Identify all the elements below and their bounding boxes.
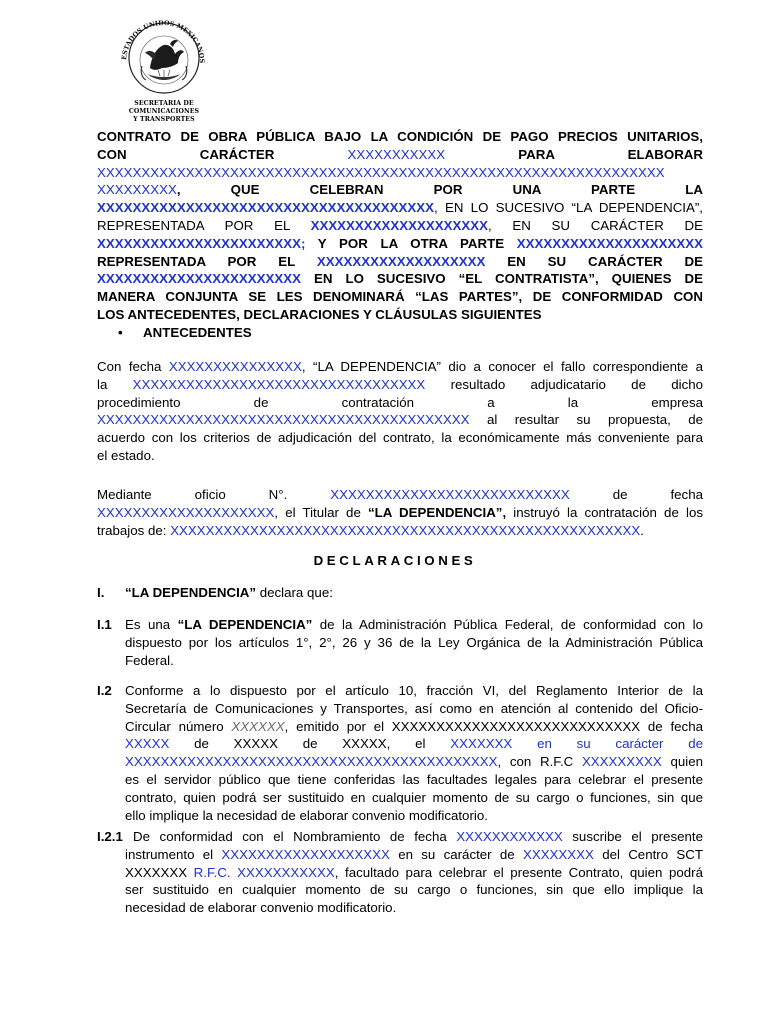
title-line: XXXXXXXXXXXXXXXXXXXXXXXXXXXXXXXXXXXXXXXXXXXXXXXXXXXXXXXXXXXXXXXX bbox=[97, 164, 665, 180]
sct-seal-logo bbox=[104, 14, 224, 124]
declaration-I: I. “LA DEPENDENCIA” declara que: bbox=[97, 585, 333, 600]
antecedentes-heading: ANTECEDENTES bbox=[143, 325, 252, 340]
declaraciones-heading: DECLARACIONES bbox=[313, 553, 477, 568]
title-line: XXXXXXXXXXXXXXXXXXXXXXX EN LO SUCESIVO “EL CONTRATISTA”, QUIENES DE bbox=[97, 271, 703, 287]
title-line: REPRESENTADA POR EL XXXXXXXXXXXXXXXXXXXX, EN SU CARÁCTER DE bbox=[97, 217, 703, 233]
title-line: LOS ANTECEDENTES, DECLARACIONES Y CLÁUSULAS SIGUIENTES bbox=[97, 306, 542, 322]
title-line: XXXXXXXXX, QUE CELEBRAN POR UNA PARTE LA bbox=[97, 182, 703, 198]
antecedentes-paragraph-1: Con fecha XXXXXXXXXXXXXXX, “LA DEPENDENCIA” dio a conocer el fallo correspondiente a la XXXXXXXXXXXXXXXXXXXXXXXXXXXXXXXXX resultado adjudicatario de dicho procedimiento de contratación a la empresa XXXXXXXXXXXXXXXXXXXXXXXXXXXXXXXXXXXXXXXXXX al resultar su propuesta, de acuerdo con los criterios de adjudicación del contrato, la económicamente más conveniente para el estado. bbox=[97, 359, 704, 463]
seal-caption-line-2: Y TRANSPORTES bbox=[133, 116, 195, 123]
seal-caption bbox=[104, 100, 224, 124]
title-line: CONTRATO DE OBRA PÚBLICA BAJO LA CONDICIÓN DE PAGO PRECIOS UNITARIOS, bbox=[97, 129, 703, 144]
declaration-I-2-1: I.2.1 De conformidad con el Nombramiento de fecha XXXXXXXXXXXX suscribe el presente instrumento el XXXXXXXXXXXXXXXXXXX en su carácter de XXXXXXXX del Centro SCT XXXXXXX R.F.C. XXXXXXXXXXX, facultado para celebrar el presente Contrato, quien podrá ser sustituido en cualquier momento de su cargo o funciones, sin que ello implique la necesidad de elaborar convenio modificatorio. bbox=[97, 829, 703, 916]
seal-ring-text: ESTADOS UNIDOS MEXICANOS bbox=[120, 18, 207, 64]
bullet-icon: • bbox=[118, 325, 123, 340]
title-line: REPRESENTADA POR EL XXXXXXXXXXXXXXXXXXX EN SU CARÁCTER DE bbox=[97, 253, 704, 269]
contract-title bbox=[97, 128, 703, 324]
antecedentes-paragraph-2: Mediante oficio N°. XXXXXXXXXXXXXXXXXXXXXXXXXXX de fecha XXXXXXXXXXXXXXXXXXXX, el Titular de “LA DEPENDENCIA”, instruyó la contratación de los trabajos de: XXXXXXXXXXXXXXXXXXXXXXXXXXXXXXXXXXXXXXXXXXXXXXXXXXXXX. bbox=[97, 487, 703, 538]
declaration-I-2: I.2 Conforme a lo dispuesto por el artículo 10, fracción VI, del Reglamento Interior de la Secretaría de Comunicaciones y Transportes, así como en atención al contenido del Oficio- Circular número XXXXXX, emitido por el XXXXXXXXXXXXXXXXXXXXXXXXXXXX de fecha XXXXX de XXXXX de XXXXX, el XXXXXXX en su carácter de XXXXXXXXXXXXXXXXXXXXXXXXXXXXXXXXXXXXXXXXXX, con R.F.C XXXXXXXXX quien es el servidor público que tiene conferidas las facultades legales para celebrar el presente contrato, quien podrá ser sustituido en cualquier momento de su cargo o funciones, sin que ello implique la necesidad de elaborar convenio modificatorio. bbox=[97, 683, 703, 823]
declaration-I-1: I.1 Es una “LA DEPENDENCIA” de la Administración Pública Federal, de conformidad con lo dispuesto por los artículos 1°, 2°, 26 y 36 de la Ley Orgánica de la Administración Pública Federal. bbox=[97, 617, 703, 668]
title-line: CON CARÁCTER XXXXXXXXXXX PARA ELABORAR bbox=[97, 146, 703, 162]
title-line: XXXXXXXXXXXXXXXXXXXXXXXXXXXXXXXXXXXXXX, EN LO SUCESIVO “LA DEPENDENCIA”, bbox=[97, 200, 703, 216]
seal-caption-line-1: SECRETARIA DE COMUNICACIONES bbox=[128, 100, 200, 115]
title-line: MANERA CONJUNTA SE LES DENOMINARÁ “LAS PARTES”, DE CONFORMIDAD CON bbox=[97, 289, 703, 305]
title-line: XXXXXXXXXXXXXXXXXXXXXXX; Y POR LA OTRA PARTE XXXXXXXXXXXXXXXXXXXXX bbox=[97, 235, 703, 251]
eagle-seal-icon bbox=[112, 14, 216, 96]
